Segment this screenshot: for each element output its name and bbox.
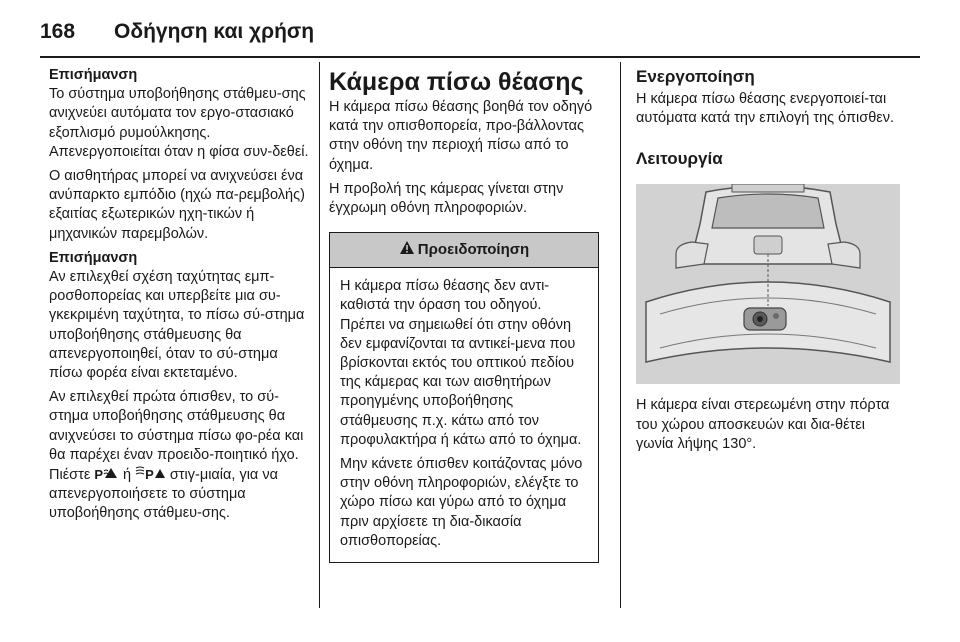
note-1 — [49, 66, 311, 162]
note-2 — [49, 249, 311, 383]
warning-title: Προειδοποίηση — [417, 241, 530, 259]
page-number: 168 — [40, 20, 76, 43]
section-heading-activation: Ενεργοποίηση — [636, 67, 755, 86]
note-2-title: Επισήμανση — [49, 249, 138, 266]
rear-camera-figure — [636, 184, 900, 384]
rear-camera-illustration — [636, 184, 900, 384]
header-rule — [40, 56, 920, 58]
column-divider-2 — [620, 62, 621, 608]
note-1-text: Το σύστημα υποβοήθησης στάθμευ-σης ανιχνεύει αυτόματα τον εργο-στασιακό εξοπλισμό ρυμούλκησης. Απενεργοποιείται όταν η φίσα συν-δεθεί. — [49, 86, 309, 160]
reverse-gear-text-a: Αν επιλεχθεί πρώτα όπισθεν, το σύ-στημα υποβοήθησης στάθμευσης θα ανιχνεύσει το σύστημα πίσω φο-ρέα και θα παρέχει έναν προειδο-ποιητικό ήχο. Πιέστε — [49, 389, 304, 484]
camera-mount-paragraph: Η κάμερα είναι στερεωμένη στην πόρτα του χώρου αποσκευών και δια-θέτει γωνία λήψης 130°. — [636, 397, 890, 452]
section-heading-rear-camera: Κάμερα πίσω θέασης — [329, 68, 584, 96]
warning-paragraph-1: Η κάμερα πίσω θέασης δεν αντι-καθιστά την όραση του οδηγού. Πρέπει να σημειωθεί ότι στην οθόνη δεν εμφανίζονται τα αντικεί-μενα που βρίσκονται εκτός του οπτικού πεδίου της κάμερας και των αισθητήρων προηγμένης υποβοήθησης στάθμευσης π.χ. κάτω από τον προφυλακτήρα ή κάτω από το όχημα. — [340, 278, 582, 448]
warning-triangle-icon — [399, 234, 415, 268]
note-1-title: Επισήμανση — [49, 67, 138, 83]
page-title: Οδήγηση και χρήση — [114, 20, 315, 43]
sensor-paragraph: Ο αισθητήρας μπορεί να ανιχνεύσει ένα ανύπαρκτο εμπόδιο (ηχώ πα-ρεμβολής) εξαιτίας εξωτερικών ηχη-τικών ή μηχανικών παρεμβολών. — [49, 168, 305, 242]
rear-camera-intro: Η κάμερα πίσω θέασης βοηθά τον οδηγό κατά την οπισθοπορεία, προ-βάλλοντας στην οθόνη την περιοχή πίσω από το όχημα. — [329, 99, 593, 173]
parking-assist-front-icon: P — [94, 465, 119, 484]
parking-assist-rear-icon: P — [135, 465, 166, 484]
warning-body — [330, 268, 598, 562]
rear-camera-display: Η προβολή της κάμερας γίνεται στην έγχρωμη οθόνη πληροφοριών. — [329, 180, 564, 217]
column-divider-1 — [319, 62, 320, 608]
warning-paragraph-2: Μην κάνετε όπισθεν κοιτάζοντας μόνο στην οθόνη πληροφοριών, ελέγξτε το χώρο πίσω και γύρω από το όχημα πριν αρχίσετε τη δια-δικασία οπισθοπορείας. — [340, 456, 583, 549]
reverse-gear-paragraph — [49, 388, 311, 523]
column-1 — [49, 66, 311, 529]
note-2-text: Αν επιλεχθεί σχέση ταχύτητας εμπ-ροσθοπορείας και υπερβείτε μια συ-γκεκριμένη ταχύτητα, το πίσω σύ-στημα υποβοήθησης στάθμευσης θα απενεργοποιηθεί, όταν το σύ-στημα πίσω φορέα είναι εκτεταμένο. — [49, 269, 305, 382]
section-heading-operation: Λειτουργία — [636, 149, 723, 169]
column-3 — [636, 66, 900, 459]
warning-header — [330, 233, 598, 268]
column-2 — [329, 66, 601, 563]
reverse-gear-text-b: στιγ-μιαία, για να απενεργοποιήσετε το σύστημα υποβοήθησης στάθμευ-σης. — [49, 467, 278, 522]
or-word: ή — [123, 467, 132, 484]
warning-box — [329, 232, 599, 563]
activation-paragraph: Η κάμερα πίσω θέασης ενεργοποιεί-ται αυτόματα κατά την επιλογή της όπισθεν. — [636, 91, 895, 127]
